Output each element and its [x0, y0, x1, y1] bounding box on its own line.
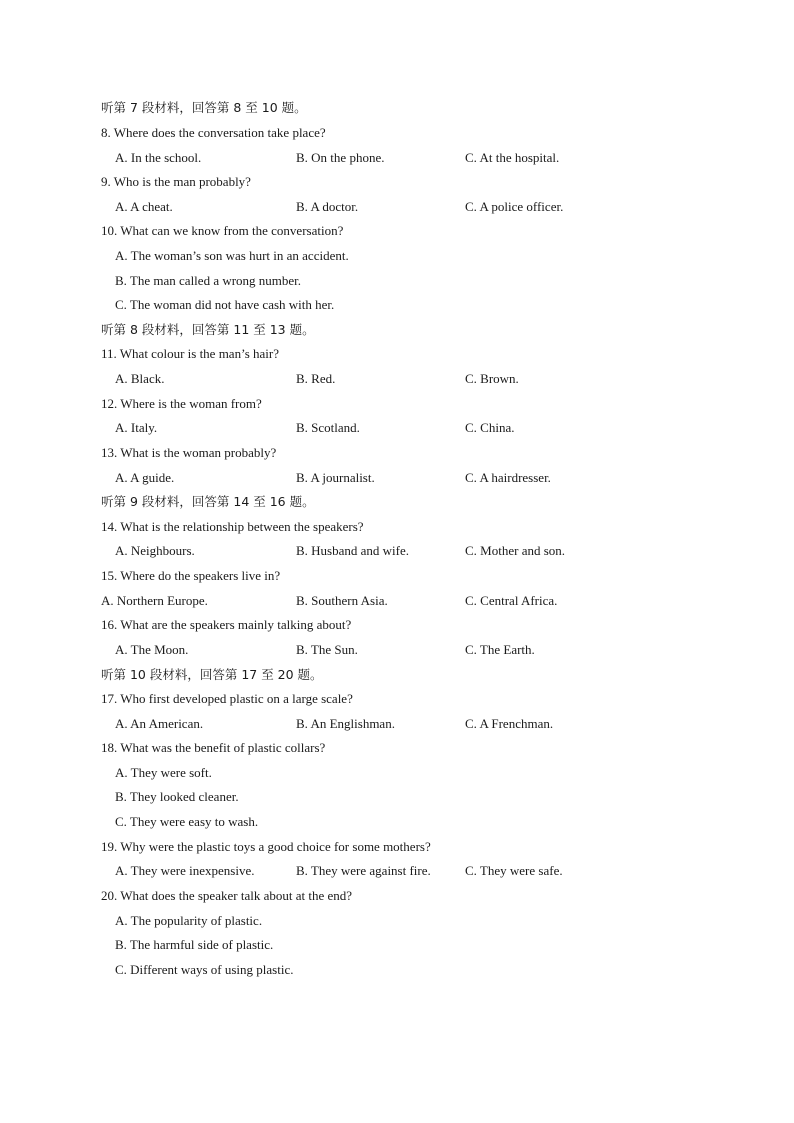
q13-option-b: B. A journalist. — [296, 470, 375, 485]
q10-option-c: C. The woman did not have cash with her. — [115, 297, 335, 312]
q12-option-c: C. China. — [465, 420, 515, 435]
q11-option-a: A. Black. — [115, 371, 165, 386]
q19-option-c: C. They were safe. — [465, 863, 563, 878]
q18-option-a: A. They were soft. — [115, 765, 212, 780]
q17-option-c: C. A Frenchman. — [465, 716, 554, 731]
question-14: 14. What is the relationship between the speakers? — [101, 519, 364, 534]
section-heading-10: 听第 10 段材料，回答第 17 至 20 题。 — [101, 667, 323, 682]
q15-option-b: B. Southern Asia. — [296, 593, 388, 608]
q8-option-a: A. In the school. — [115, 150, 202, 165]
question-16: 16. What are the speakers mainly talking about? — [101, 617, 352, 632]
question-15: 15. Where do the speakers live in? — [101, 568, 281, 583]
q20-option-b: B. The harmful side of plastic. — [115, 937, 274, 952]
q12-option-a: A. Italy. — [115, 420, 158, 435]
q14-option-a: A. Neighbours. — [115, 543, 195, 558]
q9-option-a: A. A cheat. — [115, 199, 173, 214]
q16-option-a: A. The Moon. — [115, 642, 189, 657]
q19-option-a: A. They were inexpensive. — [115, 863, 255, 878]
q11-option-b: B. Red. — [296, 371, 336, 386]
q10-option-b: B. The man called a wrong number. — [115, 273, 302, 288]
question-17: 17. Who first developed plastic on a large scale? — [101, 691, 353, 706]
question-13: 13. What is the woman probably? — [101, 445, 277, 460]
q8-option-c: C. At the hospital. — [465, 150, 560, 165]
q12-option-b: B. Scotland. — [296, 420, 360, 435]
q11-option-c: C. Brown. — [465, 371, 519, 386]
q17-option-a: A. An American. — [115, 716, 204, 731]
question-9: 9. Who is the man probably? — [101, 174, 251, 189]
q9-option-c: C. A police officer. — [465, 199, 564, 214]
section-heading-9: 听第 9 段材料，回答第 14 至 16 题。 — [101, 494, 315, 509]
q8-option-b: B. On the phone. — [296, 150, 385, 165]
q15-option-c: C. Central Africa. — [465, 593, 558, 608]
section-heading-7: 听第 7 段材料，回答第 8 至 10 题。 — [101, 100, 307, 115]
q16-option-c: C. The Earth. — [465, 642, 535, 657]
q19-option-b: B. They were against fire. — [296, 863, 431, 878]
q10-option-a: A. The woman’s son was hurt in an accident. — [115, 248, 349, 263]
q15-option-a: A. Northern Europe. — [101, 593, 208, 608]
q9-option-b: B. A doctor. — [296, 199, 359, 214]
question-10: 10. What can we know from the conversation? — [101, 223, 344, 238]
question-11: 11. What colour is the man’s hair? — [101, 346, 279, 361]
question-8: 8. Where does the conversation take place? — [101, 125, 326, 140]
question-20: 20. What does the speaker talk about at the end? — [101, 888, 353, 903]
question-18: 18. What was the benefit of plastic collars? — [101, 740, 326, 755]
section-heading-8: 听第 8 段材料，回答第 11 至 13 题。 — [101, 322, 315, 337]
q13-option-c: C. A hairdresser. — [465, 470, 551, 485]
q13-option-a: A. A guide. — [115, 470, 175, 485]
q18-option-c: C. They were easy to wash. — [115, 814, 259, 829]
question-19: 19. Why were the plastic toys a good choice for some mothers? — [101, 839, 431, 854]
q14-option-c: C. Mother and son. — [465, 543, 566, 558]
q16-option-b: B. The Sun. — [296, 642, 358, 657]
q20-option-a: A. The popularity of plastic. — [115, 913, 263, 928]
question-12: 12. Where is the woman from? — [101, 396, 262, 411]
q14-option-b: B. Husband and wife. — [296, 543, 410, 558]
q18-option-b: B. They looked cleaner. — [115, 789, 239, 804]
q17-option-b: B. An Englishman. — [296, 716, 395, 731]
q20-option-c: C. Different ways of using plastic. — [115, 962, 294, 977]
